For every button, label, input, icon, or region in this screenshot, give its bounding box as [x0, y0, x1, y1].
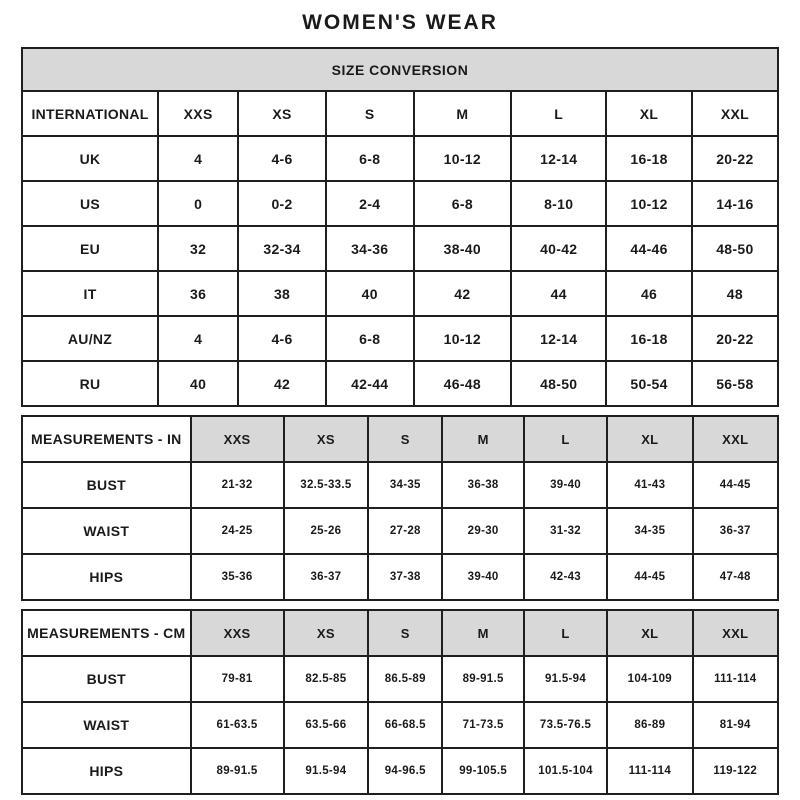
column-header: XXS	[191, 416, 284, 462]
value-cell: 25-26	[284, 508, 369, 554]
value-cell: 6-8	[326, 136, 414, 181]
column-header: INTERNATIONAL	[22, 91, 158, 136]
value-cell: 44-46	[606, 226, 691, 271]
table-row	[22, 226, 778, 271]
measurements-cm-table	[21, 609, 779, 795]
column-header: XXL	[693, 610, 778, 656]
value-cell: 34-35	[368, 462, 442, 508]
value-cell: 40	[326, 271, 414, 316]
value-cell: 111-114	[607, 748, 692, 794]
value-cell: 10-12	[414, 316, 512, 361]
column-header: XXS	[191, 610, 284, 656]
value-cell: 56-58	[692, 361, 778, 406]
table-row	[22, 361, 778, 406]
value-cell: 119-122	[693, 748, 778, 794]
value-cell: 48-50	[692, 226, 778, 271]
value-cell: 10-12	[606, 181, 691, 226]
value-cell: 48-50	[511, 361, 606, 406]
value-cell: 104-109	[607, 656, 692, 702]
column-header: XS	[238, 91, 326, 136]
table-banner: SIZE CONVERSION	[22, 48, 778, 91]
table-row	[22, 656, 778, 702]
value-cell: 38-40	[414, 226, 512, 271]
value-cell: 36-38	[442, 462, 524, 508]
value-cell: 41-43	[607, 462, 692, 508]
table-row	[22, 702, 778, 748]
row-label: HIPS	[22, 748, 191, 794]
column-header: M	[414, 91, 512, 136]
value-cell: 86-89	[607, 702, 692, 748]
value-cell: 50-54	[606, 361, 691, 406]
value-cell: 34-35	[607, 508, 692, 554]
value-cell: 82.5-85	[284, 656, 369, 702]
value-cell: 8-10	[511, 181, 606, 226]
value-cell: 16-18	[606, 136, 691, 181]
value-cell: 20-22	[692, 136, 778, 181]
row-label: BUST	[22, 462, 191, 508]
value-cell: 31-32	[524, 508, 607, 554]
value-cell: 47-48	[693, 554, 778, 600]
column-header: XL	[607, 416, 692, 462]
value-cell: 34-36	[326, 226, 414, 271]
column-header: MEASUREMENTS - IN	[22, 416, 191, 462]
value-cell: 36-37	[693, 508, 778, 554]
column-header: M	[442, 416, 524, 462]
row-label: US	[22, 181, 158, 226]
value-cell: 39-40	[524, 462, 607, 508]
value-cell: 89-91.5	[442, 656, 524, 702]
table-row	[22, 316, 778, 361]
table-row	[22, 462, 778, 508]
value-cell: 32	[158, 226, 238, 271]
value-cell: 40	[158, 361, 238, 406]
value-cell: 46-48	[414, 361, 512, 406]
value-cell: 42	[238, 361, 326, 406]
value-cell: 21-32	[191, 462, 284, 508]
column-header: L	[511, 91, 606, 136]
value-cell: 101.5-104	[524, 748, 607, 794]
value-cell: 91.5-94	[284, 748, 369, 794]
value-cell: 91.5-94	[524, 656, 607, 702]
value-cell: 36	[158, 271, 238, 316]
value-cell: 4-6	[238, 316, 326, 361]
column-header: XXL	[693, 416, 778, 462]
value-cell: 73.5-76.5	[524, 702, 607, 748]
value-cell: 46	[606, 271, 691, 316]
value-cell: 6-8	[414, 181, 512, 226]
column-header: L	[524, 610, 607, 656]
column-header: XL	[607, 610, 692, 656]
value-cell: 4-6	[238, 136, 326, 181]
value-cell: 71-73.5	[442, 702, 524, 748]
value-cell: 12-14	[511, 136, 606, 181]
value-cell: 89-91.5	[191, 748, 284, 794]
table-banner-row	[22, 48, 778, 91]
value-cell: 37-38	[368, 554, 442, 600]
column-header: XS	[284, 416, 369, 462]
value-cell: 29-30	[442, 508, 524, 554]
table-row	[22, 271, 778, 316]
value-cell: 38	[238, 271, 326, 316]
value-cell: 32-34	[238, 226, 326, 271]
value-cell: 16-18	[606, 316, 691, 361]
value-cell: 2-4	[326, 181, 414, 226]
value-cell: 39-40	[442, 554, 524, 600]
column-header: L	[524, 416, 607, 462]
value-cell: 20-22	[692, 316, 778, 361]
value-cell: 66-68.5	[368, 702, 442, 748]
page-title: WOMEN'S WEAR	[302, 11, 498, 34]
value-cell: 111-114	[693, 656, 778, 702]
value-cell: 14-16	[692, 181, 778, 226]
value-cell: 44-45	[607, 554, 692, 600]
value-cell: 42-44	[326, 361, 414, 406]
column-header: XXL	[692, 91, 778, 136]
column-header: XS	[284, 610, 369, 656]
table-row	[22, 136, 778, 181]
column-header: M	[442, 610, 524, 656]
value-cell: 63.5-66	[284, 702, 369, 748]
value-cell: 48	[692, 271, 778, 316]
value-cell: 4	[158, 316, 238, 361]
table-row	[22, 554, 778, 600]
row-label: RU	[22, 361, 158, 406]
column-header: MEASUREMENTS - CM	[22, 610, 191, 656]
value-cell: 6-8	[326, 316, 414, 361]
value-cell: 24-25	[191, 508, 284, 554]
row-label: EU	[22, 226, 158, 271]
value-cell: 79-81	[191, 656, 284, 702]
value-cell: 81-94	[693, 702, 778, 748]
header-row	[22, 610, 778, 656]
table-row	[22, 508, 778, 554]
value-cell: 0-2	[238, 181, 326, 226]
value-cell: 44	[511, 271, 606, 316]
size-conversion-table	[21, 47, 779, 407]
value-cell: 61-63.5	[191, 702, 284, 748]
measurements-in-table	[21, 415, 779, 601]
value-cell: 35-36	[191, 554, 284, 600]
column-header: S	[368, 610, 442, 656]
column-header: XXS	[158, 91, 238, 136]
value-cell: 12-14	[511, 316, 606, 361]
value-cell: 86.5-89	[368, 656, 442, 702]
value-cell: 36-37	[284, 554, 369, 600]
value-cell: 44-45	[693, 462, 778, 508]
value-cell: 4	[158, 136, 238, 181]
row-label: IT	[22, 271, 158, 316]
value-cell: 94-96.5	[368, 748, 442, 794]
table-row	[22, 748, 778, 794]
value-cell: 27-28	[368, 508, 442, 554]
value-cell: 32.5-33.5	[284, 462, 369, 508]
value-cell: 0	[158, 181, 238, 226]
column-header: S	[326, 91, 414, 136]
row-label: AU/NZ	[22, 316, 158, 361]
value-cell: 10-12	[414, 136, 512, 181]
row-label: UK	[22, 136, 158, 181]
value-cell: 42	[414, 271, 512, 316]
column-header: XL	[606, 91, 691, 136]
value-cell: 40-42	[511, 226, 606, 271]
row-label: WAIST	[22, 508, 191, 554]
header-row	[22, 91, 778, 136]
value-cell: 42-43	[524, 554, 607, 600]
table-row	[22, 181, 778, 226]
column-header: S	[368, 416, 442, 462]
row-label: HIPS	[22, 554, 191, 600]
row-label: BUST	[22, 656, 191, 702]
row-label: WAIST	[22, 702, 191, 748]
value-cell: 99-105.5	[442, 748, 524, 794]
header-row	[22, 416, 778, 462]
